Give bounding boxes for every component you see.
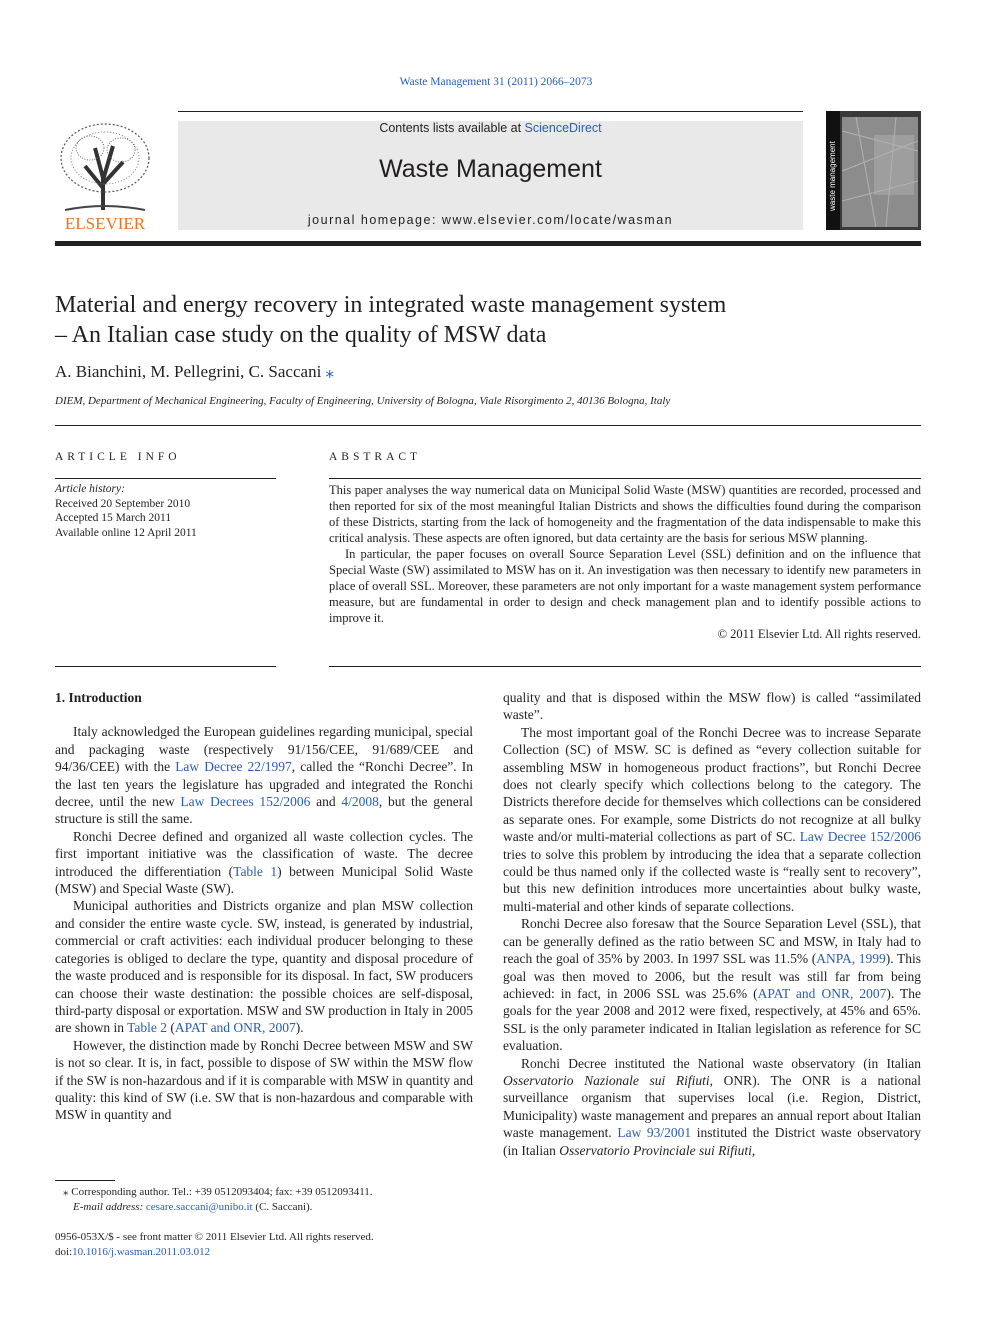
online-date: Available online 12 April 2011: [55, 526, 197, 539]
article-info-rule-bottom: [55, 666, 276, 667]
abstract-copyright: © 2011 Elsevier Ltd. All rights reserved.: [717, 627, 921, 641]
body-paragraph: Ronchi Decree defined and organized all waste collection cycles. The first important initiative was the classification of waste. The decree introduced the differentiation (Table 1) between Municipal Solid Waste (MSW) and Special Waste (SW).: [55, 828, 473, 897]
email-label: E-mail address:: [73, 1200, 146, 1213]
elsevier-logo: [55, 118, 155, 233]
abstract-paragraph-2: In particular, the paper focuses on overall Source Separation Level (SSL) definition and on the influence that Special Waste (SW) assimilated to MSW has on it. An investigation was then necessary to identify new parameters in place of overall SSL. Moreover, these parameters are not only important for a waste management system performance measure, but are fundamental in order to design and check management plan and to identify possible actions to improve it.: [329, 547, 921, 625]
accepted-date: Accepted 15 March 2011: [55, 512, 172, 524]
contents-prefix: Contents lists available at: [379, 121, 525, 135]
body-column-1: [55, 689, 473, 1124]
article-title: [55, 290, 921, 350]
footnote-mark: ⁎: [63, 1186, 69, 1198]
email-link[interactable]: cesare.saccani@unibo.it: [145, 1200, 253, 1213]
doi-link[interactable]: 10.1016/j.wasman.2011.03.012: [72, 1245, 211, 1258]
article-info-heading: ARTICLE INFO: [55, 451, 181, 463]
email-suffix: (C. Saccani).: [252, 1200, 313, 1213]
homepage-prefix: journal homepage:: [307, 213, 442, 227]
body-paragraph: The most important goal of the Ronchi Decree was to increase Separate Collection (SC) of MSW. SC is defined as “every collection suitable for assembling MSW in homogeneous product fractions”, but Ronchi Decree does not clearly specify which collections belong to the category. The Districts therefore decide for themselves which collections can be considered as separate ones. For example, some Districts do not recognize at all bulky waste and/or multi-material collections as part of SC. Law Decree 152/2006 tries to solve this problem by introducing the idea that a separate collection could be thus named only if the collected waste is “really sent to recovery”, but this new definition introduces more uncertainties about bulky waste, multi-material and other kinds of separate collections.: [503, 724, 921, 914]
elsevier-tree-icon: [55, 118, 155, 233]
body-paragraph: Italy acknowledged the European guidelines regarding municipal, special and packaging waste (respectively 91/156/CEE, 91/689/CEE and 94/36/CEE) with the Law Decree 22/1997, called the “Ronchi Decree”. In the last ten years the legislature has upgraded and integrated the Ronchi decree, until the new Law Decrees 152/2006 and 4/2008, but the general structure is still the same.: [55, 724, 473, 827]
issn-line: 0956-053X/$ - see front matter © 2011 Elsevier Ltd. All rights reserved.: [55, 1231, 374, 1243]
sciencedirect-link[interactable]: ScienceDirect: [524, 121, 602, 135]
corresponding-author-mark[interactable]: ⁎: [325, 362, 335, 381]
body-paragraph: quality and that is disposed within the MSW flow) is called “assimilated waste”.: [503, 690, 921, 723]
ref-link[interactable]: Law Decree 152/2006: [799, 829, 921, 845]
front-matter: [55, 1230, 475, 1259]
cover-thumbnail-icon: [826, 111, 921, 230]
abstract-paragraph-1: This paper analyses the way numerical data on Municipal Solid Waste (MSW) quantities are recorded, processed and then reported for six of the most meaningful Italian Districts and shows the difficulties found during the comparison of these Districts, starting from the lack of homogeneity and the fragmentation of the data indispensable to make this critical analysis. These aspects are often ignored, but data certainty are the basis for serious MSW planning.: [329, 483, 921, 545]
citation-link[interactable]: Waste Management 31 (2011) 2066–2073: [399, 76, 593, 88]
abstract-heading: ABSTRACT: [329, 451, 422, 463]
corresponding-author-note: Corresponding author. Tel.: +39 0512093404; fax: +39 0512093411.: [68, 1186, 373, 1198]
homepage-url[interactable]: www.elsevier.com/locate/wasman: [441, 213, 674, 227]
body-paragraph: Ronchi Decree also foresaw that the Source Separation Level (SSL), that can be generally defined as the ratio between SC and MSW, in Italy had to reach the goal of 35% by 2003. In 1997 SSL was 11.5% (ANPA, 1999). This goal was then moved to 2006, but the result was still far from being achieved: in fact, in 2006 SSL was 25.6% (APAT and ONR, 2007). The goals for the year 2008 and 2012 were fixed, respectively, at 45% and 65%. SSL is the only parameter indicated in Italian legislation as reference for SC evaluation.: [503, 916, 921, 1054]
section-heading-introduction: 1. Introduction: [55, 690, 142, 705]
footnote-rule: [55, 1180, 115, 1181]
ref-link[interactable]: 4/2008: [341, 794, 379, 810]
author-list: [55, 362, 334, 382]
ref-link[interactable]: APAT and ONR, 2007: [174, 1020, 296, 1036]
abstract-rule-bottom: [329, 666, 921, 667]
history-label: Article history:: [55, 483, 125, 495]
body-column-2: [503, 689, 921, 1159]
body-paragraph: Ronchi Decree instituted the National waste observatory (in Italian Osservatorio Nazionale sui Rifiuti, ONR). The ONR is a national surveillance organism that supervises local (i.e. Region, District, Municipality) waste management and prepares an annual report about Italian waste management. Law 93/2001 instituted the District waste observatory (in Italian Osservatorio Provinciale sui Rifiuti,: [503, 1055, 921, 1158]
doi-prefix: doi:: [55, 1245, 73, 1258]
table-ref-link[interactable]: Table 1: [233, 863, 278, 879]
cover-title: waste management: [828, 141, 837, 211]
affiliation: DIEM, Department of Mechanical Engineering, Faculty of Engineering, University of Bologna, Viale Risorgimento 2, 40136 Bologna, Italy: [55, 395, 671, 407]
received-date: Received 20 September 2010: [55, 497, 191, 510]
divider-affiliation: [55, 425, 921, 426]
journal-homepage: [178, 213, 803, 227]
abstract-rule: [329, 478, 921, 479]
ref-link[interactable]: Law Decree 22/1997: [175, 759, 292, 775]
table-ref-link[interactable]: Table 2: [127, 1020, 168, 1036]
body-paragraph: However, the distinction made by Ronchi Decree between MSW and SW is not so clear. It is, in fact, possible to dispose of SW within the MSW flow if the SW is non-hazardous and if it is comparable with MSW in quantity and quality: this kind of SW (i.e. SW that is non-hazardous and comparable with MSW in quantity and: [55, 1037, 473, 1123]
elsevier-wordmark: ELSEVIER: [64, 214, 146, 233]
journal-cover-image: [826, 111, 921, 230]
article-info-rule: [55, 478, 276, 479]
ref-link[interactable]: Law Decrees 152/2006: [180, 794, 311, 810]
journal-citation[interactable]: [0, 76, 992, 88]
body-paragraph: Municipal authorities and Districts organize and plan MSW collection and consider the entire waste cycle. SW, instead, is generated by industrial, commercial or craft activities: each individual producer belonging to these categories is obliged to declare the type, quantity and disposal procedure of the waste produced and is responsible for its disposal. In fact, SW producers can choose their waste destination: the possible choices are self-disposal, third-party disposal or exportation. MSW and SW production in Italy in 2005 are shown in Table 2 (APAT and ONR, 2007).: [55, 898, 473, 1036]
ref-link[interactable]: ANPA, 1999: [816, 951, 886, 967]
contents-line: [178, 121, 803, 135]
abstract-text: [329, 482, 921, 642]
authors-text: A. Bianchini, M. Pellegrini, C. Saccani: [55, 362, 322, 381]
title-line-1: Material and energy recovery in integrated waste management system: [55, 292, 727, 318]
header-thick-rule: [55, 241, 921, 246]
journal-name: Waste Management: [379, 155, 602, 183]
footnote: [55, 1185, 475, 1214]
title-line-2: – An Italian case study on the quality of MSW data: [55, 322, 547, 348]
header-rule-top: [178, 111, 803, 112]
ref-link[interactable]: Law 93/2001: [617, 1125, 692, 1141]
ref-link[interactable]: APAT and ONR, 2007: [757, 985, 887, 1001]
article-history: [55, 482, 275, 540]
